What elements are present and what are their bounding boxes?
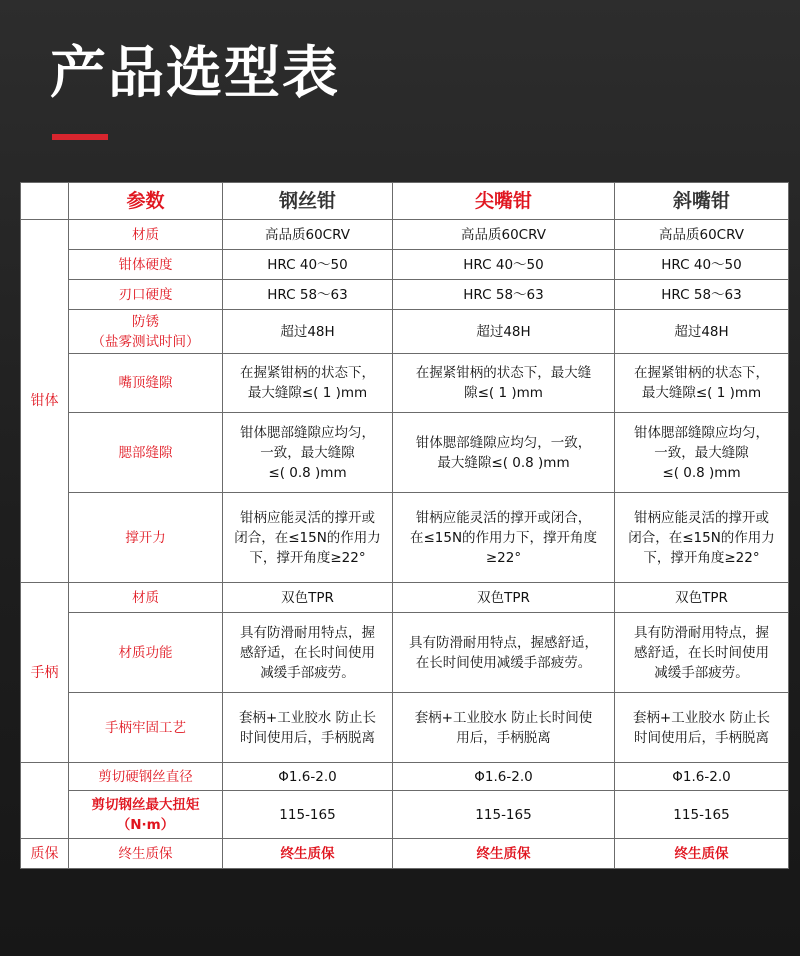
group-body: 钳体 — [21, 220, 69, 583]
cell: 在握紧钳柄的状态下，最大缝 隙≤( 1 )mm — [393, 354, 615, 413]
table-header-row — [21, 183, 789, 220]
table-row — [21, 613, 789, 693]
row-label: 材质 — [69, 583, 223, 613]
cell: 钳柄应能灵活的撑开或 闭合，在≤15N的作用力 下，撑开角度≥22° — [615, 493, 789, 583]
cell: 钳体腮部缝隙应均匀， 一致，最大缝隙 ≤( 0.8 )mm — [615, 413, 789, 493]
title-accent-bar — [52, 134, 108, 140]
cell: 终生质保 — [615, 839, 789, 869]
group-warranty: 质保 — [21, 839, 69, 869]
header-col3: 斜嘴钳 — [615, 183, 789, 220]
row-label: 材质功能 — [69, 613, 223, 693]
cell: HRC 40～50 — [615, 250, 789, 280]
cell: 套柄+工业胶水 防止长 时间使用后，手柄脱离 — [615, 693, 789, 763]
product-selection-table — [20, 182, 789, 869]
table-row — [21, 354, 789, 413]
header-col2: 尖嘴钳 — [393, 183, 615, 220]
table-row — [21, 791, 789, 839]
table-row — [21, 413, 789, 493]
table-row — [21, 280, 789, 310]
cell: 终生质保 — [393, 839, 615, 869]
cell: 115-165 — [223, 791, 393, 839]
cell: 115-165 — [615, 791, 789, 839]
cell: HRC 40～50 — [223, 250, 393, 280]
cell: 具有防滑耐用特点，握感舒适， 在长时间使用减缓手部疲劳。 — [393, 613, 615, 693]
table-row — [21, 220, 789, 250]
cell: Φ1.6-2.0 — [393, 763, 615, 791]
cell: 具有防滑耐用特点，握 感舒适，在长时间使用 减缓手部疲劳。 — [615, 613, 789, 693]
cell: 超过48H — [615, 310, 789, 354]
header-col1: 钢丝钳 — [223, 183, 393, 220]
cell: 钳体腮部缝隙应均匀，一致， 最大缝隙≤( 0.8 )mm — [393, 413, 615, 493]
cell: 钳体腮部缝隙应均匀， 一致，最大缝隙 ≤( 0.8 )mm — [223, 413, 393, 493]
cell: 超过48H — [393, 310, 615, 354]
cell: 超过48H — [223, 310, 393, 354]
row-label: 材质 — [69, 220, 223, 250]
row-label: 钳体硬度 — [69, 250, 223, 280]
cell: HRC 58～63 — [223, 280, 393, 310]
table-row — [21, 763, 789, 791]
row-label: 剪切钢丝最大扭矩 （N·m） — [69, 791, 223, 839]
cell: 高品质60CRV — [393, 220, 615, 250]
table-row — [21, 493, 789, 583]
cell: 双色TPR — [615, 583, 789, 613]
table-row — [21, 310, 789, 354]
cell: Φ1.6-2.0 — [223, 763, 393, 791]
selection-table-container — [20, 182, 788, 869]
group-cutting-empty — [21, 763, 69, 839]
corner-cell — [21, 183, 69, 220]
row-label: 终生质保 — [69, 839, 223, 869]
cell: 双色TPR — [223, 583, 393, 613]
cell: 钳柄应能灵活的撑开或 闭合，在≤15N的作用力 下，撑开角度≥22° — [223, 493, 393, 583]
cell: 在握紧钳柄的状态下， 最大缝隙≤( 1 )mm — [223, 354, 393, 413]
cell: HRC 58～63 — [393, 280, 615, 310]
cell: 在握紧钳柄的状态下， 最大缝隙≤( 1 )mm — [615, 354, 789, 413]
row-label: 手柄牢固工艺 — [69, 693, 223, 763]
cell: 高品质60CRV — [223, 220, 393, 250]
row-label: 刃口硬度 — [69, 280, 223, 310]
cell: 钳柄应能灵活的撑开或闭合， 在≤15N的作用力下，撑开角度 ≥22° — [393, 493, 615, 583]
cell: HRC 40～50 — [393, 250, 615, 280]
cell: 115-165 — [393, 791, 615, 839]
row-label: 防锈 （盐雾测试时间） — [69, 310, 223, 354]
page-title: 产品选型表 — [50, 41, 340, 106]
cell: 双色TPR — [393, 583, 615, 613]
cell: 具有防滑耐用特点，握 感舒适，在长时间使用 减缓手部疲劳。 — [223, 613, 393, 693]
cell: 套柄+工业胶水 防止长 时间使用后，手柄脱离 — [223, 693, 393, 763]
header-param: 参数 — [69, 183, 223, 220]
row-label: 嘴顶缝隙 — [69, 354, 223, 413]
row-label: 剪切硬钢丝直径 — [69, 763, 223, 791]
table-row — [21, 583, 789, 613]
row-label: 撑开力 — [69, 493, 223, 583]
cell: 高品质60CRV — [615, 220, 789, 250]
row-label: 腮部缝隙 — [69, 413, 223, 493]
table-row — [21, 693, 789, 763]
table-row — [21, 839, 789, 869]
cell: 终生质保 — [223, 839, 393, 869]
cell: 套柄+工业胶水 防止长时间使 用后，手柄脱离 — [393, 693, 615, 763]
cell: HRC 58～63 — [615, 280, 789, 310]
table-row — [21, 250, 789, 280]
group-handle: 手柄 — [21, 583, 69, 763]
cell: Φ1.6-2.0 — [615, 763, 789, 791]
